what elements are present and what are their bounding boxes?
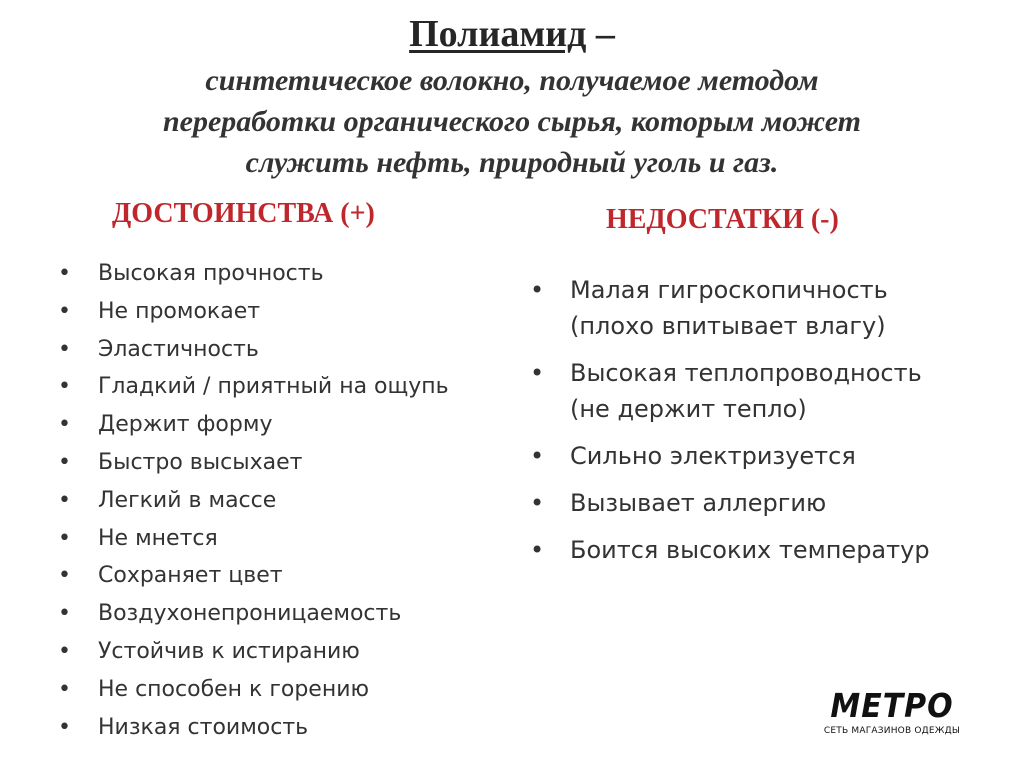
bullet: • xyxy=(58,714,71,740)
advantage-text: Не мнется xyxy=(98,525,218,551)
metro-logo xyxy=(820,687,964,738)
disadvantage-text: Боится высоких температур xyxy=(570,536,930,564)
advantage-text: Высокая прочность xyxy=(98,261,324,286)
advantage-text: Быстро высыхает xyxy=(98,449,303,475)
bullet: • xyxy=(58,487,71,513)
disadvantages-list xyxy=(530,272,930,579)
advantage-text: Держит форму xyxy=(98,412,273,438)
title-word: Полиамид xyxy=(409,13,587,55)
list-item xyxy=(530,272,930,344)
list-item xyxy=(58,293,449,331)
bullet: • xyxy=(58,374,71,400)
advantage-text: Не способен к горению xyxy=(98,676,370,702)
bullet: • xyxy=(58,298,71,324)
list-item xyxy=(58,406,449,444)
title-dash: – xyxy=(586,13,615,55)
list-item xyxy=(58,557,449,595)
disadvantage-text: Малая гигроскопичность (плохо впитывает влагу) xyxy=(570,276,888,340)
bullet: • xyxy=(58,449,71,475)
bullet: • xyxy=(58,412,71,438)
advantage-text: Гладкий / приятный на ощупь xyxy=(98,374,449,400)
advantage-text: Легкий в массе xyxy=(98,487,277,513)
list-item xyxy=(58,482,449,520)
list-item xyxy=(530,355,930,427)
list-item xyxy=(58,709,449,747)
advantage-text: Устойчив к истиранию xyxy=(98,638,360,664)
advantages-list xyxy=(58,255,449,746)
list-item xyxy=(58,368,449,406)
bullet: • xyxy=(58,261,71,286)
list-item xyxy=(58,633,449,671)
list-item xyxy=(58,671,449,709)
disadvantage-text: Вызывает аллергию xyxy=(570,489,827,517)
advantage-text: Не промокает xyxy=(98,298,261,324)
advantage-text: Эластичность xyxy=(98,336,259,362)
bullet: • xyxy=(58,601,71,627)
disadvantages-heading: НЕДОСТАТКИ (-) xyxy=(606,204,839,235)
subtitle-line-2: переработки органического сырья, которым может xyxy=(162,105,862,138)
bullet: • xyxy=(530,442,545,470)
list-item xyxy=(530,438,930,474)
bullet: • xyxy=(58,336,71,362)
title xyxy=(0,8,1024,60)
advantage-text: Сохраняет цвет xyxy=(98,563,283,589)
bullet: • xyxy=(530,359,545,387)
list-item xyxy=(58,595,449,633)
bullet: • xyxy=(530,489,545,517)
list-item xyxy=(58,255,449,293)
list-item xyxy=(58,520,449,558)
advantage-text: Низкая стоимость xyxy=(98,714,309,740)
logo-tagline: СЕТЬ МАГАЗИНОВ ОДЕЖДЫ xyxy=(823,726,961,736)
list-item xyxy=(58,331,449,369)
list-item xyxy=(530,532,930,568)
list-item xyxy=(530,485,930,521)
subtitle-line-3: служить нефть, природный уголь и газ. xyxy=(245,146,779,179)
disadvantage-text: Высокая теплопроводность (не держит тепло) xyxy=(570,359,922,423)
bullet: • xyxy=(58,676,71,702)
title-block xyxy=(0,8,1024,183)
subtitle-line-1: синтетическое волокно, получаемое методом xyxy=(205,64,819,97)
disadvantage-text: Сильно электризуется xyxy=(570,442,856,470)
bullet: • xyxy=(530,276,545,304)
advantage-text: Воздухонепроницаемость xyxy=(98,601,402,627)
bullet: • xyxy=(530,536,545,564)
bullet: • xyxy=(58,563,71,589)
bullet: • xyxy=(58,525,71,551)
logo-name: METPO xyxy=(830,687,954,726)
bullet: • xyxy=(58,638,71,664)
list-item xyxy=(58,444,449,482)
advantages-heading: ДОСТОИНСТВА (+) xyxy=(112,198,375,229)
